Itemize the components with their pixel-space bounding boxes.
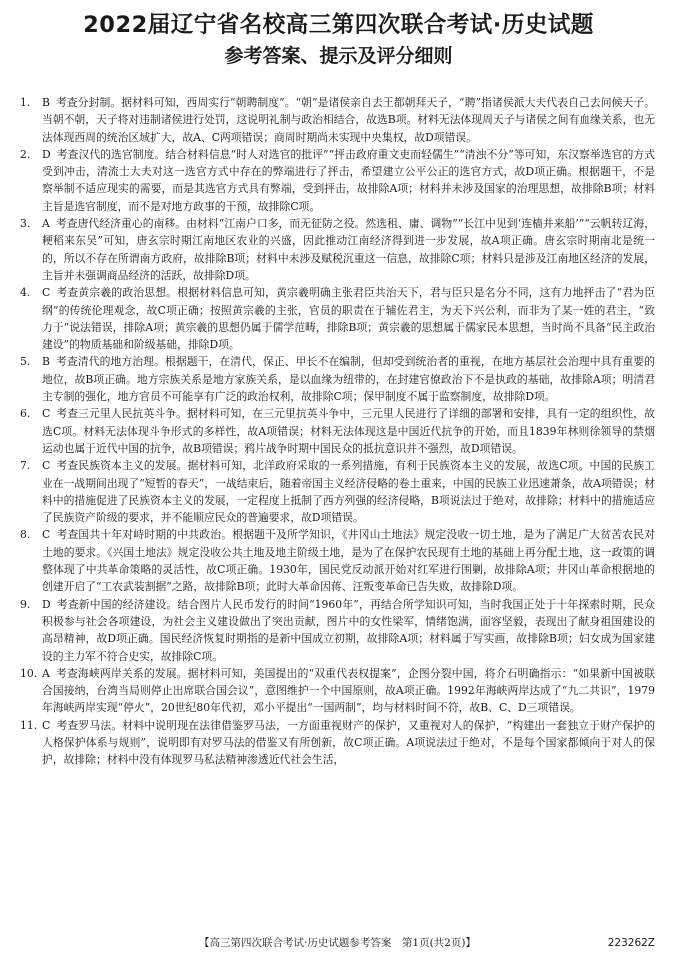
footer-page-info: 【高三第四次联合考试·历史试题参考答案 第1页(共2页)】 (199, 937, 476, 949)
answer-item (20, 353, 655, 405)
item-number: 1. (20, 96, 31, 109)
answer-item (20, 596, 655, 665)
item-number: 5. (20, 355, 31, 369)
page-header (0, 0, 677, 70)
answer-item (20, 717, 655, 769)
footer-code: 223262Z (607, 937, 655, 949)
item-answer: B (42, 355, 50, 369)
item-number: 6. (20, 407, 31, 421)
item-answer: C (42, 528, 51, 542)
item-text: 考查分封制。据材料可知，西周实行“朝聘制度”。“朝”是诸侯亲自去王都朝拜天子，“聘”指诸侯派大夫代表自己去问候天子。当朝不朝，天子将对违制诸侯进行处罚，这说明礼制与政治相结合，故选B项。材料无法体现周天子与诸侯之间有血缘关系，也无法体现西周的统治区域扩大，故A、C两项错误；商周时期尚未实现中央集权，故D项错误。 (42, 96, 655, 144)
item-answer: D (42, 597, 51, 611)
answer-list (20, 94, 655, 769)
item-text: 考查罗马法。材料中说明现在法律借鉴罗马法，一方面重视财产的保护，又重视对人的保护，“构建出一套独立于财产保护的人格保护体系与规则”，说明即有对罗马法的借鉴又有所创新，故C项正确。A项说法过于绝对，不是每个国家都倾向于对人的保护，故排除；材料中没有体现罗马私法精神渗透近代社会生活， (42, 718, 655, 767)
item-text: 考查国共十年对峙时期的中共政治。根据题干及所学知识，《井冈山土地法》规定没收一切土地，是为了满足广大贫苦农民对土地的要求。《兴国土地法》规定没收公共土地及地主阶级土地，是为了在保护农民现有土地的基础上再分配土地，这一政策的调整体现了中共革命策略的灵活性，故C项正确。1930年，国民党反动派开始对红军进行围剿，故排除A项；井冈山革命根据地的创建开启了“工农武装割据”之路，故排除B项；此时大革命因蒋、汪叛变革命已告失败，故排除D项。 (42, 528, 655, 594)
item-text: 考查清代的地方治理。根据题干，在清代，保正、甲长不在编制，但却受到统治者的重视，在地方基层社会治理中具有重要的地位，故B项正确。地方宗族关系是地方家族关系，是以血缘为纽带的，在封建官僚政治下不是执政的基础，故排除A项；明清君主专制的强化，地方官员不可能享有广泛的政治权利，故排除C项；保甲制度不属于监察制度，故排除D项。 (42, 355, 655, 404)
item-text: 考查黄宗羲的政治思想。根据材料信息可知，黄宗羲明确主张君臣共治天下，君与臣只是名分不同，这有力地抨击了“君为臣纲”的传统伦理观念，故C项正确；按照黄宗羲的主张，官员的职责在于辅佐君主，为天下兴公利，而非为了某一姓的君主，“致力于”说法错误，排除A项；黄宗羲的思想仍属于儒学范畴，排除B项；黄宗羲的思想属于儒家民本思想，当时尚不具备“民主政治建设”的物质基础和阶级基础，排除D项。 (42, 286, 655, 352)
item-text: 考查汉代的选官制度。结合材料信息“时人对选官的批评”“抨击政府重文吏而轻儒生”“清浊不分”等可知，东汉察举选官的方式受到冲击，清流士大夫对这一选官方式中存在的弊端进行了抨击，希望建立公平公正的选官方式，故D项正确。根据题干，不是察举制不适应现实的需要，而是其选官方式具有弊端，受到抨击，故排除A项；材料并未涉及国家的治理思想，故排除B项；材料主旨是选官制度，而不是对地方政事的干预，故排除C项。 (42, 147, 655, 213)
item-number: 3. (20, 217, 31, 231)
item-answer: D (42, 147, 51, 161)
answer-item (20, 146, 655, 215)
item-answer: B (42, 96, 50, 109)
page-title: 2022届辽宁省名校高三第四次联合考试·历史试题 (83, 12, 594, 38)
item-number: 11. (20, 718, 38, 732)
answer-item (20, 665, 655, 717)
item-number: 9. (20, 597, 31, 611)
item-number: 10. (20, 666, 38, 680)
item-answer: C (42, 459, 51, 473)
answer-item (20, 526, 655, 595)
item-answer: C (42, 286, 51, 300)
item-answer: A (42, 217, 50, 231)
item-number: 4. (20, 286, 31, 300)
answer-item (20, 94, 655, 146)
item-number: 8. (20, 528, 31, 542)
answer-item (20, 215, 655, 284)
item-answer: C (42, 718, 51, 732)
answer-item (20, 284, 655, 353)
item-text: 考查新中国的经济建设。结合图片人民币发行的时间“1960年”，再结合所学知识可知，当时我国正处于十年探索时期，民众积极参与社会各项建设，为社会主义建设做出了突出贡献，图片中的女性梁军，情绪饱满，面容坚毅，表现出了献身祖国建设的高昂精神，故D项正确。国民经济恢复时期指的是新中国成立初期，故排除A项；材料属于写实画，故排除B项；妇女成为国家建设的主力军不符合史实，故排除C项。 (42, 597, 655, 663)
page-subtitle: 参考答案、提示及评分细则 (224, 45, 453, 67)
item-text: 考查唐代经济重心的南移。由材料“江南户口多，而无征防之役。然选租、庸、调物”“长江中见到‘连樯并来船’”“云帆转辽海，粳稻来东吴”可知，唐玄宗时期江南地区农业的兴盛，因此推动江南经济得到进一步发展，故A项正确。唐玄宗时期南北是统一的，所以不存在所谓南方政府，故排除B项；材料中未涉及赋税沉重这一信息，故排除C项；材料只是涉及江南地区经济的发展，主旨并未强调商品经济的活跃，故排除D项。 (42, 217, 655, 282)
item-text: 考查海峡两岸关系的发展。据材料可知，美国提出的“双重代表权提案”，企图分裂中国，将介石明确指示：“如果新中国被联合国接纳，台湾当局则停止出席联合国会议”，意图维护一个中国原则，故A项正确。1992年海峡两岸达成了“九二共识”，1979年海峡两岸实现“停火”，20世纪80年代初，邓小平提出“一国两制”，均与材料时间不符，故B、C、D三项错误。 (42, 666, 655, 715)
item-text: 考查民族资本主义的发展。据材料可知，北洋政府采取的一系列措施，有利于民族资本主义的发展，故选C项。中国的民族工业在一战期间出现了“短暂的春天”，一战结束后，随着帝国主义经济侵略的卷土重来，中国的民族工业迅速萧条，故A项错误；材料中的措施促进了民族资本主义的发展，一定程度上抵制了西方列强的经济侵略，B项说法过于绝对，故排除；材料中的措施适应了民族资产阶级的要求，并不能顺应民众的普遍要求，故D项错误。 (42, 459, 655, 525)
answer-item (20, 405, 655, 457)
item-answer: C (42, 407, 51, 421)
page-footer (20, 935, 655, 951)
answer-item (20, 457, 655, 526)
item-text: 考查三元里人民抗英斗争。据材料可知，在三元里抗英斗争中，三元里人民进行了详细的部署和安排，具有一定的组织性，故选C项。材料无法体现斗争形式的多样性，故A项错误；材料无法体现这是中国近代抗争的开始，而且1839年林则徐领导的禁烟运动也属于近代中国的抗争，故B项错误；鸦片战争时期中国民众的抵抗意识并不强烈，故D项错误。 (42, 407, 655, 455)
item-number: 2. (20, 147, 31, 161)
item-answer: A (42, 666, 50, 680)
item-number: 7. (20, 459, 31, 473)
